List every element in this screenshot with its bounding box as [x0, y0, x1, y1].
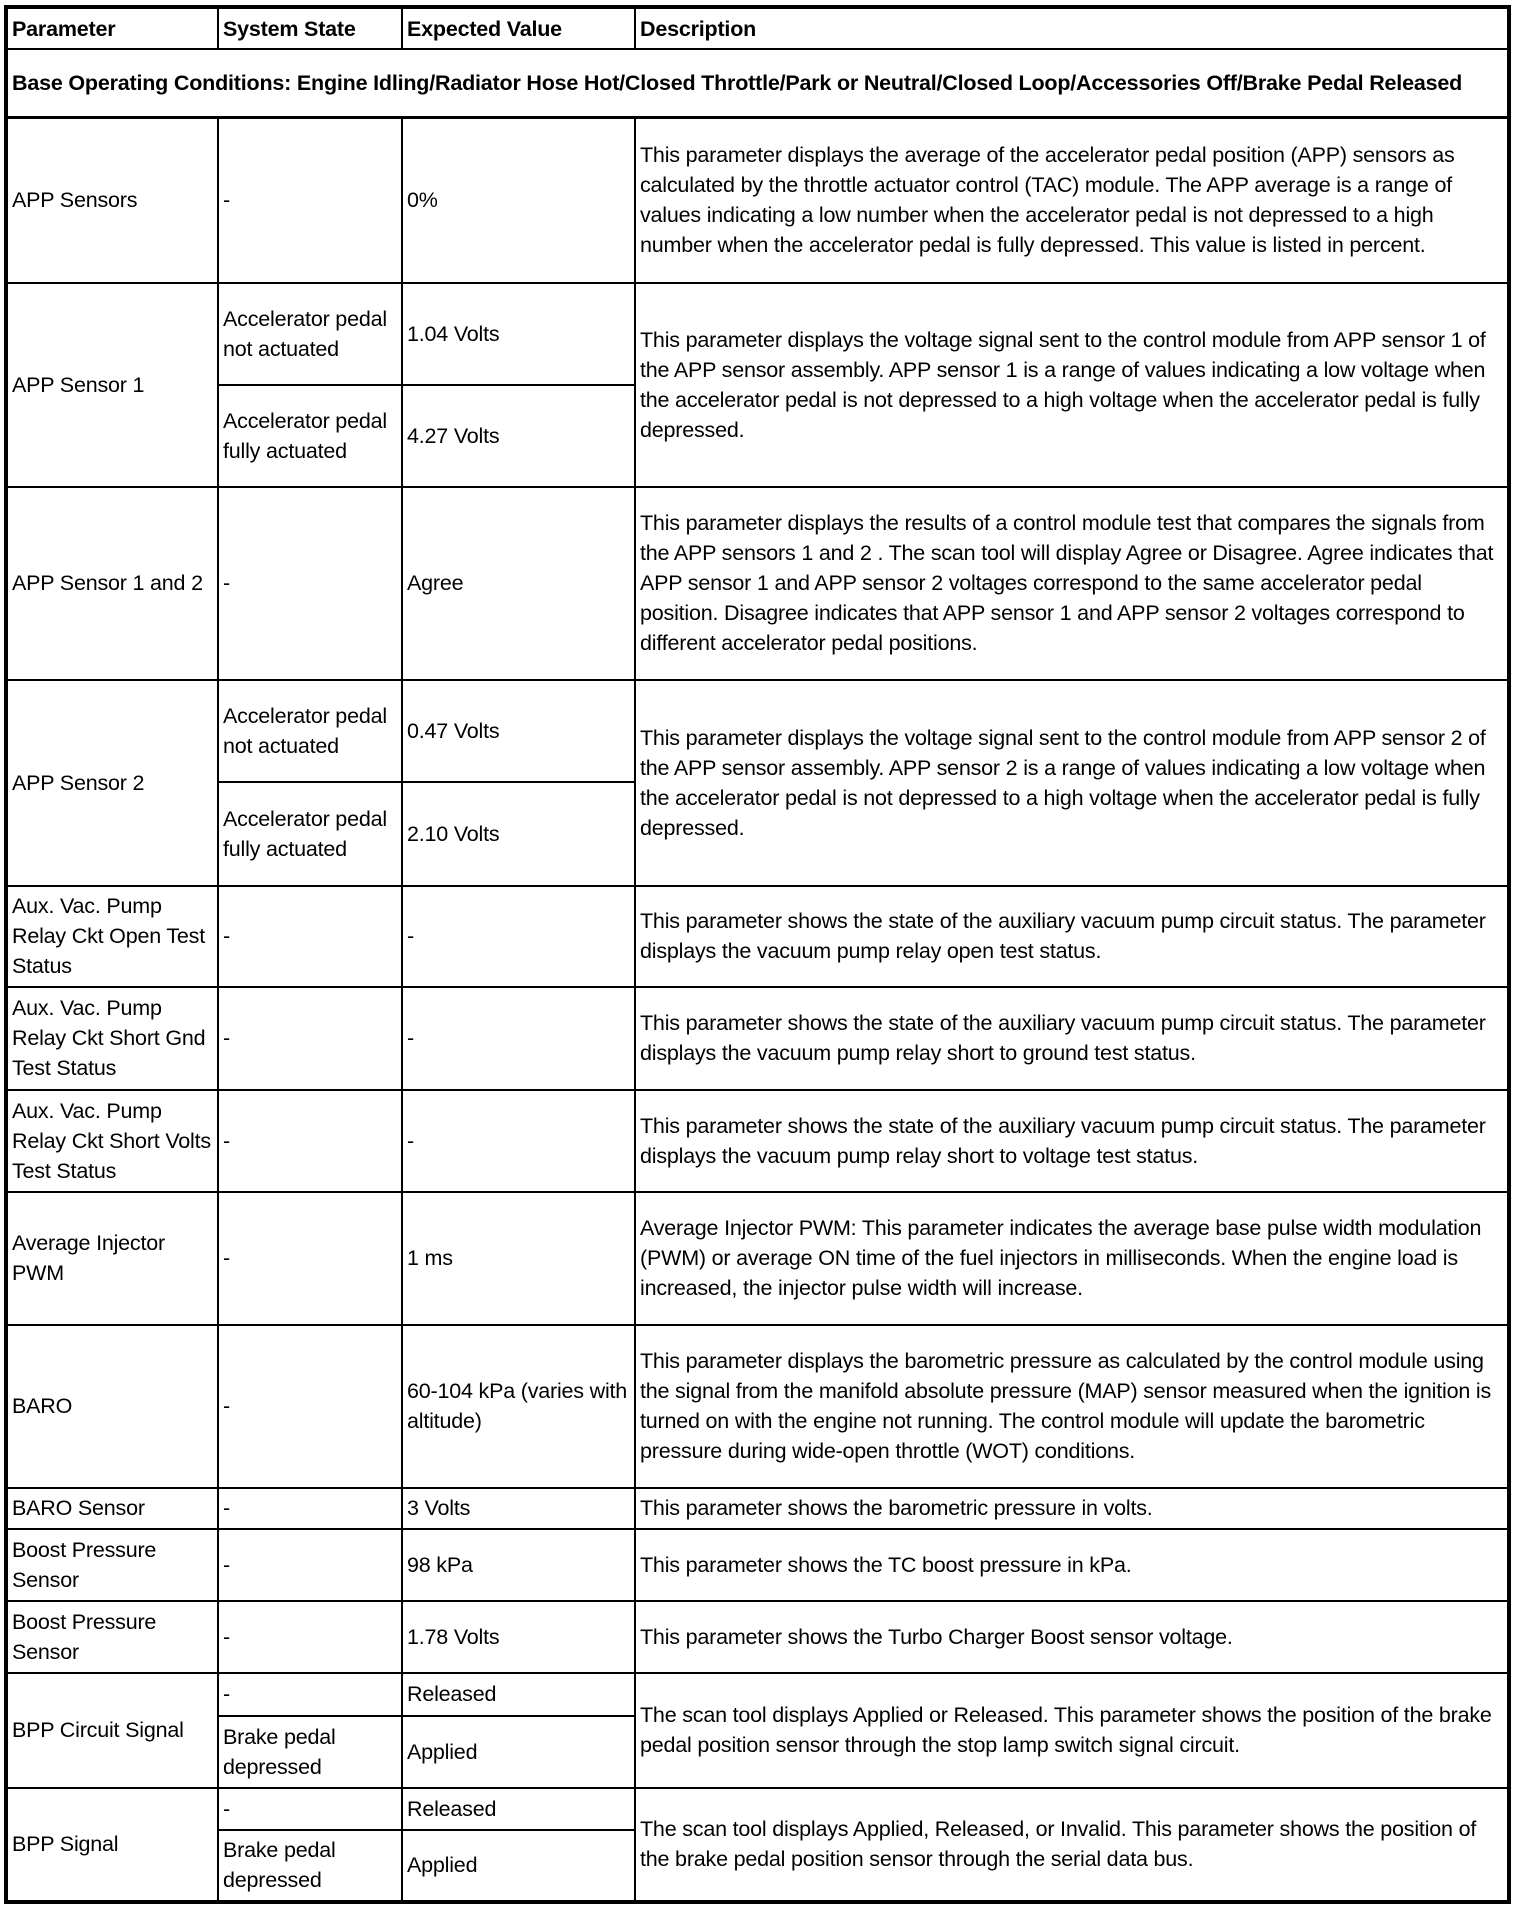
- expected-value-cell: 98 kPa: [402, 1529, 635, 1601]
- system-state-cell: -: [218, 1192, 402, 1325]
- header-parameter: Parameter: [6, 7, 218, 49]
- parameter-cell: APP Sensor 1: [6, 283, 218, 487]
- expected-value-cell: 0.47 Volts: [402, 680, 635, 782]
- description-cell: This parameter displays the barometric pressure as calculated by the control module using the signal from the manifold absolute pressure (MAP) sensor measured when the ignition is turned on with the engine not running. The control module will update the barometric pressure during wide-open throttle (WOT) conditions.: [635, 1325, 1509, 1488]
- expected-value-cell: Applied: [402, 1830, 635, 1902]
- system-state-cell: -: [218, 1673, 402, 1716]
- table-row: [6, 118, 1509, 283]
- parameter-cell: BARO: [6, 1325, 218, 1488]
- system-state-cell: Brake pedal depressed: [218, 1716, 402, 1788]
- expected-value-cell: -: [402, 886, 635, 987]
- parameter-cell: Average Injector PWM: [6, 1192, 218, 1325]
- table-row: [6, 1788, 1509, 1830]
- header-expected-value: Expected Value: [402, 7, 635, 49]
- scan-tool-data-table: [4, 5, 1511, 1904]
- parameter-cell: BARO Sensor: [6, 1488, 218, 1529]
- parameter-table-sheet: [4, 5, 1511, 1904]
- expected-value-cell: Agree: [402, 487, 635, 680]
- parameter-cell: BPP Signal: [6, 1788, 218, 1902]
- expected-value-cell: -: [402, 987, 635, 1090]
- header-system-state: System State: [218, 7, 402, 49]
- expected-value-cell: Released: [402, 1788, 635, 1830]
- system-state-cell: -: [218, 1090, 402, 1192]
- table-row: [6, 1325, 1509, 1488]
- parameter-cell: APP Sensor 2: [6, 680, 218, 886]
- expected-value-cell: 1.78 Volts: [402, 1601, 635, 1673]
- expected-value-cell: Applied: [402, 1716, 635, 1788]
- description-cell: This parameter shows the TC boost pressure in kPa.: [635, 1529, 1509, 1601]
- description-cell: This parameter shows the state of the auxiliary vacuum pump circuit status. The parameter displays the vacuum pump relay open test status.: [635, 886, 1509, 987]
- description-cell: This parameter displays the average of the accelerator pedal position (APP) sensors as calculated by the throttle actuator control (TAC) module. The APP average is a range of values indicating a low number when the accelerator pedal is not depressed to a high number when the accelerator pedal is fully depressed. This value is listed in percent.: [635, 118, 1509, 283]
- system-state-cell: -: [218, 1601, 402, 1673]
- parameter-cell: Boost Pressure Sensor: [6, 1601, 218, 1673]
- system-state-cell: -: [218, 118, 402, 283]
- parameter-cell: Aux. Vac. Pump Relay Ckt Short Volts Test Status: [6, 1090, 218, 1192]
- system-state-cell: Accelerator pedal fully actuated: [218, 782, 402, 886]
- table-row: [6, 283, 1509, 385]
- description-cell: The scan tool displays Applied or Released. This parameter shows the position of the brake pedal position sensor through the stop lamp switch signal circuit.: [635, 1673, 1509, 1788]
- parameter-cell: APP Sensor 1 and 2: [6, 487, 218, 680]
- description-cell: This parameter shows the state of the auxiliary vacuum pump circuit status. The parameter displays the vacuum pump relay short to ground test status.: [635, 987, 1509, 1090]
- description-cell: Average Injector PWM: This parameter indicates the average base pulse width modulation (PWM) or average ON time of the fuel injectors in milliseconds. When the engine load is increased, the injector pulse width will increase.: [635, 1192, 1509, 1325]
- table-row: [6, 680, 1509, 782]
- base-conditions-row: [6, 49, 1509, 118]
- expected-value-cell: 1 ms: [402, 1192, 635, 1325]
- system-state-cell: -: [218, 487, 402, 680]
- system-state-cell: -: [218, 987, 402, 1090]
- table-row: [6, 487, 1509, 680]
- header-description: Description: [635, 7, 1509, 49]
- description-cell: This parameter shows the Turbo Charger Boost sensor voltage.: [635, 1601, 1509, 1673]
- table-row: [6, 1488, 1509, 1529]
- description-cell: This parameter displays the voltage signal sent to the control module from APP sensor 1 of the APP sensor assembly. APP sensor 1 is a range of values indicating a low voltage when the accelerator pedal is not depressed to a high voltage when the accelerator pedal is fully depressed.: [635, 283, 1509, 487]
- expected-value-cell: 4.27 Volts: [402, 385, 635, 487]
- system-state-cell: -: [218, 1488, 402, 1529]
- description-cell: The scan tool displays Applied, Released, or Invalid. This parameter shows the position of the brake pedal position sensor through the serial data bus.: [635, 1788, 1509, 1902]
- expected-value-cell: 2.10 Volts: [402, 782, 635, 886]
- system-state-cell: -: [218, 1325, 402, 1488]
- table-row: [6, 1601, 1509, 1673]
- description-cell: This parameter displays the voltage signal sent to the control module from APP sensor 2 of the APP sensor assembly. APP sensor 2 is a range of values indicating a low voltage when the accelerator pedal is not depressed to a high voltage when the accelerator pedal is fully depressed.: [635, 680, 1509, 886]
- system-state-cell: Accelerator pedal not actuated: [218, 283, 402, 385]
- expected-value-cell: 1.04 Volts: [402, 283, 635, 385]
- expected-value-cell: Released: [402, 1673, 635, 1716]
- table-row: [6, 1090, 1509, 1192]
- system-state-cell: Accelerator pedal not actuated: [218, 680, 402, 782]
- table-header-row: [6, 7, 1509, 49]
- table-row: [6, 1192, 1509, 1325]
- parameter-cell: Boost Pressure Sensor: [6, 1529, 218, 1601]
- system-state-cell: Accelerator pedal fully actuated: [218, 385, 402, 487]
- expected-value-cell: 3 Volts: [402, 1488, 635, 1529]
- parameter-cell: BPP Circuit Signal: [6, 1673, 218, 1788]
- table-row: [6, 886, 1509, 987]
- system-state-cell: -: [218, 1529, 402, 1601]
- system-state-cell: -: [218, 1788, 402, 1830]
- description-cell: This parameter shows the barometric pressure in volts.: [635, 1488, 1509, 1529]
- expected-value-cell: 0%: [402, 118, 635, 283]
- system-state-cell: Brake pedal depressed: [218, 1830, 402, 1902]
- expected-value-cell: -: [402, 1090, 635, 1192]
- description-cell: This parameter displays the results of a control module test that compares the signals from the APP sensors 1 and 2 . The scan tool will display Agree or Disagree. Agree indicates that APP sensor 1 and APP sensor 2 voltages correspond to the same accelerator pedal position. Disagree indicates that APP sensor 1 and APP sensor 2 voltages correspond to different accelerator pedal positions.: [635, 487, 1509, 680]
- expected-value-cell: 60-104 kPa (varies with altitude): [402, 1325, 635, 1488]
- description-cell: This parameter shows the state of the auxiliary vacuum pump circuit status. The parameter displays the vacuum pump relay short to voltage test status.: [635, 1090, 1509, 1192]
- parameter-cell: Aux. Vac. Pump Relay Ckt Short Gnd Test Status: [6, 987, 218, 1090]
- base-operating-conditions: Base Operating Conditions: Engine Idling/Radiator Hose Hot/Closed Throttle/Park or Neutral/Closed Loop/Accessories Off/Brake Pedal Released: [6, 49, 1509, 118]
- table-row: [6, 1529, 1509, 1601]
- system-state-cell: -: [218, 886, 402, 987]
- table-row: [6, 987, 1509, 1090]
- parameter-cell: Aux. Vac. Pump Relay Ckt Open Test Status: [6, 886, 218, 987]
- parameter-cell: APP Sensors: [6, 118, 218, 283]
- table-row: [6, 1673, 1509, 1716]
